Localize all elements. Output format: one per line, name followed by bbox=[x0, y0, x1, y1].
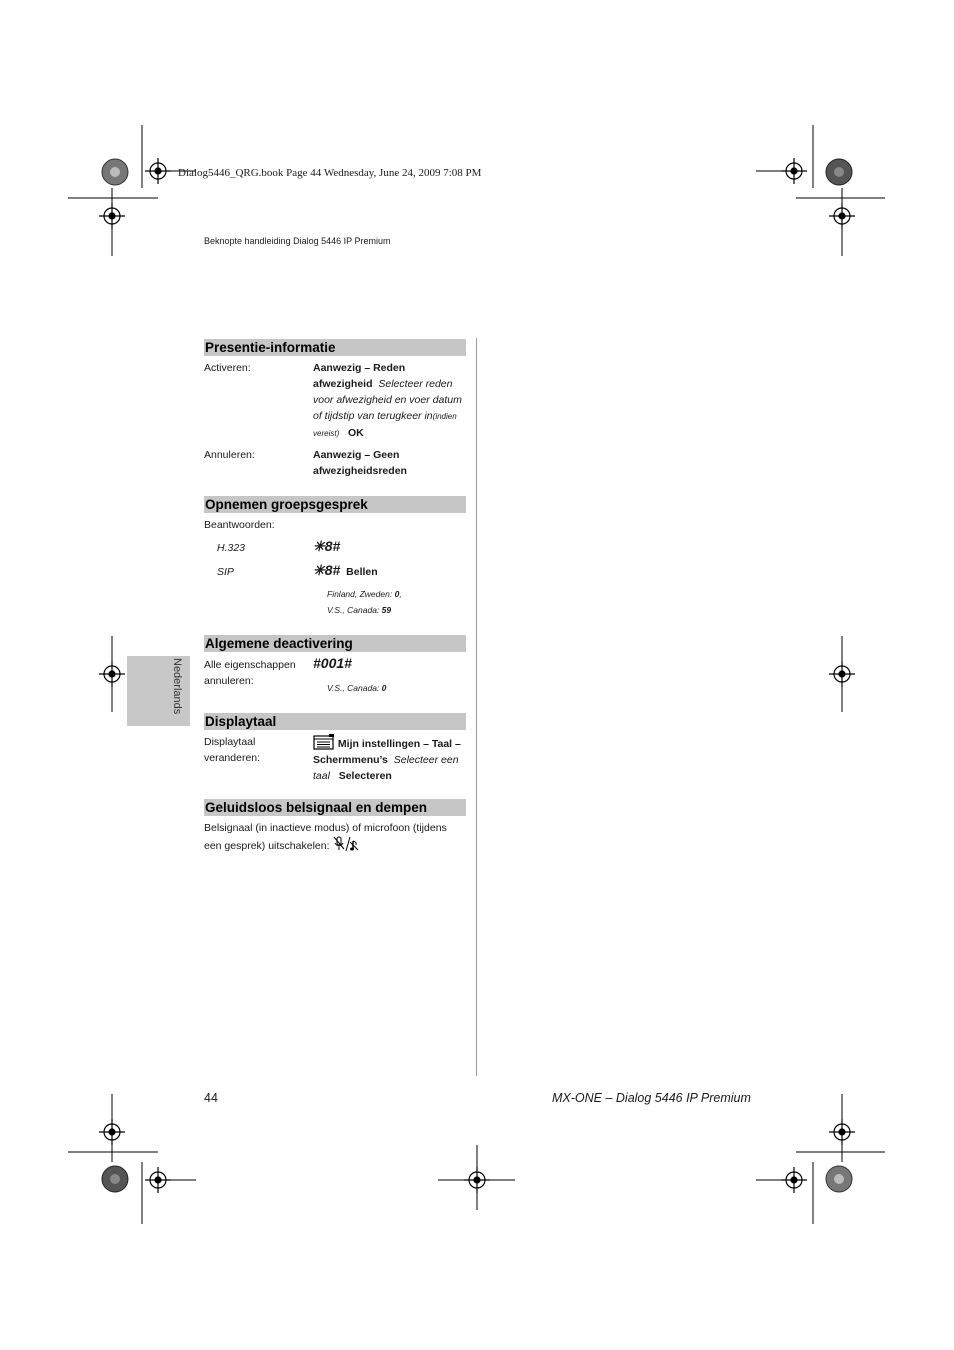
starburst-target-icon bbox=[102, 1166, 128, 1192]
footer-title: MX-ONE – Dialog 5446 IP Premium bbox=[552, 1091, 751, 1105]
registration-target-icon bbox=[829, 203, 855, 229]
note-finland: Finland, Zweden: 0, bbox=[327, 589, 402, 599]
mute-microphone-ringer-icon bbox=[332, 836, 360, 852]
starburst-target-icon bbox=[826, 159, 852, 185]
h323-code: ✳8# bbox=[313, 538, 341, 554]
page-number: 44 bbox=[204, 1091, 218, 1105]
starburst-target-icon bbox=[826, 1166, 852, 1192]
note-usa-algemene: V.S., Canada: 0 bbox=[327, 683, 387, 693]
note-usa: V.S., Canada: 59 bbox=[327, 605, 392, 615]
registration-target-icon bbox=[145, 158, 171, 184]
running-head: Beknopte handleiding Dialog 5446 IP Premium bbox=[204, 236, 391, 246]
registration-target-icon bbox=[99, 203, 125, 229]
annuleren-instructions: Aanwezig – Geen afwezigheidsreden bbox=[313, 449, 407, 477]
geluidsloos-instructions: Belsignaal (in inactieve modus) of microfoon (tijdens een gesprek) uitschakelen: bbox=[204, 822, 447, 852]
activeren-instructions: Aanwezig – Reden afwezigheid Selecteer reden voor afwezigheid en voer datum of tijdstip van terugkeer in(indien vereist) OK bbox=[313, 362, 462, 439]
registration-target-icon bbox=[781, 1167, 807, 1193]
registration-target-icon bbox=[781, 158, 807, 184]
section-header-geluidsloos: Geluidsloos belsignaal en dempen bbox=[204, 799, 466, 816]
side-tab bbox=[127, 656, 190, 726]
column-divider bbox=[476, 338, 477, 1076]
sip-code: ✳8# Bellen bbox=[313, 562, 378, 578]
side-tab-label: Nederlands bbox=[171, 658, 183, 715]
beantwoorden-label: Beantwoorden: bbox=[204, 519, 275, 531]
activeren-label: Activeren: bbox=[204, 362, 251, 374]
print-line: Dialog5446_QRG.book Page 44 Wednesday, June 24, 2009 7:08 PM bbox=[178, 167, 482, 179]
registration-target-icon bbox=[145, 1167, 171, 1193]
starburst-target-icon bbox=[102, 159, 128, 185]
displaytaal-instructions: Mijn instellingen – Taal – Schermmenu’s Selecteer een taal Selecteren bbox=[313, 734, 469, 784]
registration-target-icon bbox=[829, 1119, 855, 1145]
deactivering-code: #001# bbox=[313, 655, 352, 671]
displaytaal-label: Displaytaal veranderen: bbox=[204, 736, 261, 764]
section-header-algemene: Algemene deactivering bbox=[204, 635, 466, 652]
registration-target-icon bbox=[829, 661, 855, 687]
registration-target-icon bbox=[99, 661, 125, 687]
alle-eigenschappen-label: Alle eigenschappen annuleren: bbox=[204, 659, 296, 687]
section-header-opnemen: Opnemen groepsgesprek bbox=[204, 496, 466, 513]
section-header-presentie: Presentie-informatie bbox=[204, 339, 466, 356]
section-header-displaytaal: Displaytaal bbox=[204, 713, 466, 730]
sip-label: SIP bbox=[217, 566, 234, 578]
annuleren-label: Annuleren: bbox=[204, 449, 255, 461]
menu-icon bbox=[313, 734, 335, 750]
registration-target-icon bbox=[99, 1119, 125, 1145]
registration-target-icon bbox=[464, 1167, 490, 1193]
h323-label: H.323 bbox=[217, 542, 246, 554]
